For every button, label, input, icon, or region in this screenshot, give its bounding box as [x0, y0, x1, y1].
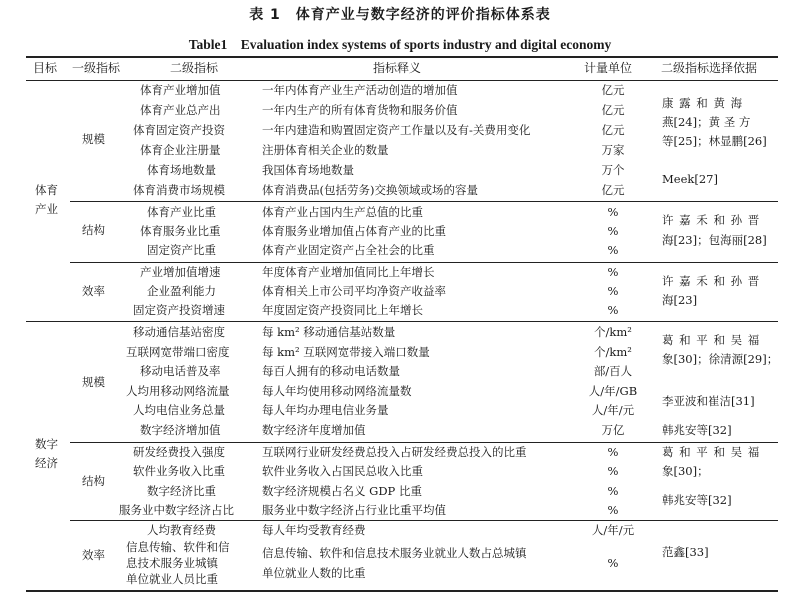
goal-sports-line1: 体育	[35, 183, 58, 197]
digital-structure-row-4-unit: %	[607, 503, 619, 517]
digital-scale-basis-3: 李亚波和崔洁[31]	[662, 394, 755, 408]
digital-structure-basis-1: 葛 和 平 和 吴 福	[662, 445, 761, 459]
sports-structure-rule	[70, 262, 778, 263]
sports-scale-row-2-unit: 亿元	[601, 103, 625, 117]
digital-structure-rule	[70, 520, 778, 521]
digital-scale-basis-4: 韩兆安等[32]	[662, 423, 732, 437]
digital-structure-row-1-desc: 互联网行业研发经费总投入占研发经费总投入的比重	[262, 445, 527, 459]
sports-efficiency-basis-1: 许 嘉 禾 和 孙 晋	[662, 274, 761, 288]
sports-scale-row-3-name: 体育固定资产投资	[133, 123, 225, 137]
digital-scale-row-2-desc: 每 km² 互联网宽带接入端口数量	[262, 345, 430, 359]
sports-digital-rule	[26, 321, 778, 322]
sports-structure-row-2-desc: 体育服务业增加值占体育产业的比重	[262, 224, 446, 238]
sports-efficiency-row-2-unit: %	[607, 284, 619, 298]
bottom-rule	[26, 590, 778, 592]
digital-structure-row-3-name: 数字经济比重	[147, 484, 216, 498]
digital-structure-row-4-desc: 服务业中数字经济占行业比重平均值	[262, 503, 446, 517]
top-rule	[26, 56, 778, 58]
sports-scale-row-5-name: 体育场地数量	[147, 163, 216, 177]
digital-structure-row-1-unit: %	[607, 445, 619, 459]
digital-efficiency-row-2-desc-2: 单位就业人数的比重	[262, 566, 366, 580]
digital-structure-basis-3: 韩兆安等[32]	[662, 493, 732, 507]
table-caption-en: Table1 Evaluation index systems of sports industry and digital economy	[188, 37, 612, 52]
sports-scale-basis-1: 康 露 和 黄 海	[662, 96, 744, 110]
digital-structure-row-3-unit: %	[607, 484, 619, 498]
header-unit: 计量单位	[584, 61, 633, 75]
digital-scale-row-3-desc: 每百人拥有的移动电话数量	[262, 364, 400, 378]
digital-scale-row-1-name: 移动通信基站密度	[133, 325, 225, 339]
digital-scale-row-2-unit: 个/km²	[594, 345, 632, 359]
sports-scale-label: 规模	[82, 132, 105, 146]
sports-efficiency-row-2-desc: 体育相关上市公司平均净资产收益率	[262, 284, 446, 298]
sports-scale-row-6-name: 体育消费市场规模	[133, 183, 225, 197]
sports-scale-row-6-unit: 亿元	[601, 183, 625, 197]
digital-scale-row-5-name: 人均电信业务总量	[133, 403, 225, 417]
header-level2: 二级指标	[170, 61, 219, 75]
sports-structure-row-2-unit: %	[607, 224, 619, 238]
digital-structure-row-1-name: 研发经费投入强度	[133, 445, 225, 459]
digital-structure-row-4-name: 服务业中数字经济占比	[119, 503, 234, 517]
digital-efficiency-row-1-desc: 每人年均受教育经费	[262, 523, 366, 537]
sports-structure-row-2-name: 体育服务业比重	[140, 224, 221, 238]
sports-scale-basis-4: Meek[27]	[662, 172, 718, 186]
sports-structure-row-1-unit: %	[607, 205, 619, 219]
digital-scale-label: 规模	[82, 375, 105, 389]
digital-scale-basis-1: 葛 和 平 和 吴 福	[662, 333, 761, 347]
digital-scale-basis-2: 象[30]；徐清源[29]；	[662, 352, 779, 366]
digital-scale-row-3-name: 移动电话普及率	[140, 364, 221, 378]
sports-scale-row-3-unit: 亿元	[601, 123, 625, 137]
sports-scale-rule	[70, 201, 778, 202]
digital-scale-row-2-name: 互联网宽带端口密度	[126, 345, 230, 359]
goal-sports-line2: 产业	[35, 202, 58, 216]
digital-efficiency-row-2-name-3: 单位就业人员比重	[126, 572, 218, 586]
digital-structure-row-2-desc: 软件业务收入占国民总收入比重	[262, 464, 423, 478]
sports-scale-row-4-unit: 万家	[601, 143, 625, 157]
sports-structure-row-1-name: 体育产业比重	[147, 205, 216, 219]
sports-scale-row-1-unit: 亿元	[601, 83, 625, 97]
sports-structure-row-3-unit: %	[607, 243, 619, 257]
digital-scale-row-4-name: 人均用移动网络流量	[126, 384, 230, 398]
digital-efficiency-row-1-name: 人均教育经费	[147, 523, 216, 537]
sports-efficiency-row-1-name: 产业增加值增速	[140, 265, 221, 279]
table-caption-zh: 表 1 体育产业与数字经济的评价指标体系表	[249, 7, 551, 23]
sports-efficiency-row-1-unit: %	[607, 265, 619, 279]
digital-scale-row-6-unit: 万亿	[601, 423, 625, 437]
digital-scale-row-3-unit: 部/百人	[593, 364, 633, 378]
sports-scale-row-5-desc: 我国体育场地数量	[262, 163, 354, 177]
digital-scale-row-4-desc: 每人年均使用移动网络流量数	[262, 384, 412, 398]
header-rule	[26, 80, 778, 81]
digital-efficiency-row-1-unit: 人/年/元	[591, 523, 635, 537]
sports-scale-row-4-desc: 注册体育相关企业的数量	[262, 143, 389, 157]
digital-structure-label: 结构	[82, 474, 105, 488]
digital-efficiency-basis: 范鑫[33]	[662, 545, 709, 559]
sports-scale-row-1-name: 体育产业增加值	[140, 83, 221, 97]
sports-efficiency-label: 效率	[82, 284, 105, 298]
digital-efficiency-row-2-name-2: 息技术服务业城镇	[126, 556, 218, 570]
sports-structure-row-3-name: 固定资产比重	[147, 243, 216, 257]
digital-scale-row-4-unit: 人/年/GB	[588, 384, 638, 398]
sports-scale-basis-2: 燕[24]；黄 圣 方	[662, 115, 751, 129]
sports-structure-row-3-desc: 体育产业固定资产占全社会的比重	[262, 243, 435, 257]
digital-efficiency-row-2-desc-1: 信息传输、软件和信息技术服务业就业人数占总城镇	[262, 546, 527, 560]
digital-scale-rule	[70, 442, 778, 443]
sports-efficiency-row-3-name: 固定资产投资增速	[133, 303, 225, 317]
sports-scale-row-6-desc: 体育消费品(包括劳务)交换领域或场的容量	[262, 183, 478, 197]
digital-scale-row-5-unit: 人/年/元	[591, 403, 635, 417]
sports-scale-row-2-desc: 一年内生产的所有体育货物和服务价值	[262, 103, 458, 117]
sports-efficiency-row-3-desc: 年度固定资产投资同比上年增长	[262, 303, 423, 317]
sports-efficiency-row-3-unit: %	[607, 303, 619, 317]
digital-scale-row-6-name: 数字经济增加值	[140, 423, 221, 437]
sports-scale-row-5-unit: 万个	[601, 163, 625, 177]
sports-scale-basis-3: 等[25]；林显鹏[26]	[662, 134, 767, 148]
goal-digital-line2: 经济	[35, 456, 58, 470]
sports-efficiency-row-2-name: 企业盈利能力	[147, 284, 216, 298]
digital-scale-row-6-desc: 数字经济年度增加值	[262, 423, 366, 437]
header-goal: 目标	[33, 61, 58, 75]
sports-structure-row-1-desc: 体育产业占国内生产总值的比重	[262, 205, 423, 219]
sports-efficiency-row-1-desc: 年度体育产业增加值同比上年增长	[262, 265, 435, 279]
digital-scale-row-5-desc: 每人年均办理电信业务量	[262, 403, 389, 417]
sports-structure-basis-1: 许 嘉 禾 和 孙 晋	[662, 213, 761, 227]
header-basis: 二级指标选择依据	[661, 61, 758, 75]
digital-scale-row-1-unit: 个/km²	[594, 325, 632, 339]
digital-structure-basis-2: 象[30]；	[662, 464, 709, 478]
sports-efficiency-basis-2: 海[23]	[662, 293, 698, 307]
sports-scale-row-1-desc: 一年内体育产业生产活动创造的增加值	[262, 83, 458, 97]
goal-digital-line1: 数字	[35, 437, 58, 451]
sports-scale-row-2-name: 体育产业总产出	[140, 103, 221, 117]
header-desc: 指标释义	[373, 61, 422, 75]
header-level1: 一级指标	[72, 61, 121, 75]
sports-structure-basis-2: 海[23]；包海丽[28]	[662, 233, 767, 247]
digital-efficiency-row-2-name-1: 信息传输、软件和信	[126, 540, 230, 554]
digital-structure-row-3-desc: 数字经济规模占名义 GDP 比重	[262, 484, 422, 498]
digital-efficiency-label: 效率	[82, 548, 105, 562]
digital-structure-row-2-unit: %	[607, 464, 619, 478]
sports-scale-row-3-desc: 一年内建造和购置固定资产工作量以及有-关费用变化	[262, 123, 531, 137]
digital-scale-row-1-desc: 每 km² 移动通信基站数量	[262, 325, 396, 339]
sports-scale-row-4-name: 体育企业注册量	[140, 143, 221, 157]
sports-structure-label: 结构	[82, 223, 105, 237]
digital-structure-row-2-name: 软件业务收入比重	[133, 464, 225, 478]
digital-efficiency-row-2-unit: %	[607, 556, 619, 570]
